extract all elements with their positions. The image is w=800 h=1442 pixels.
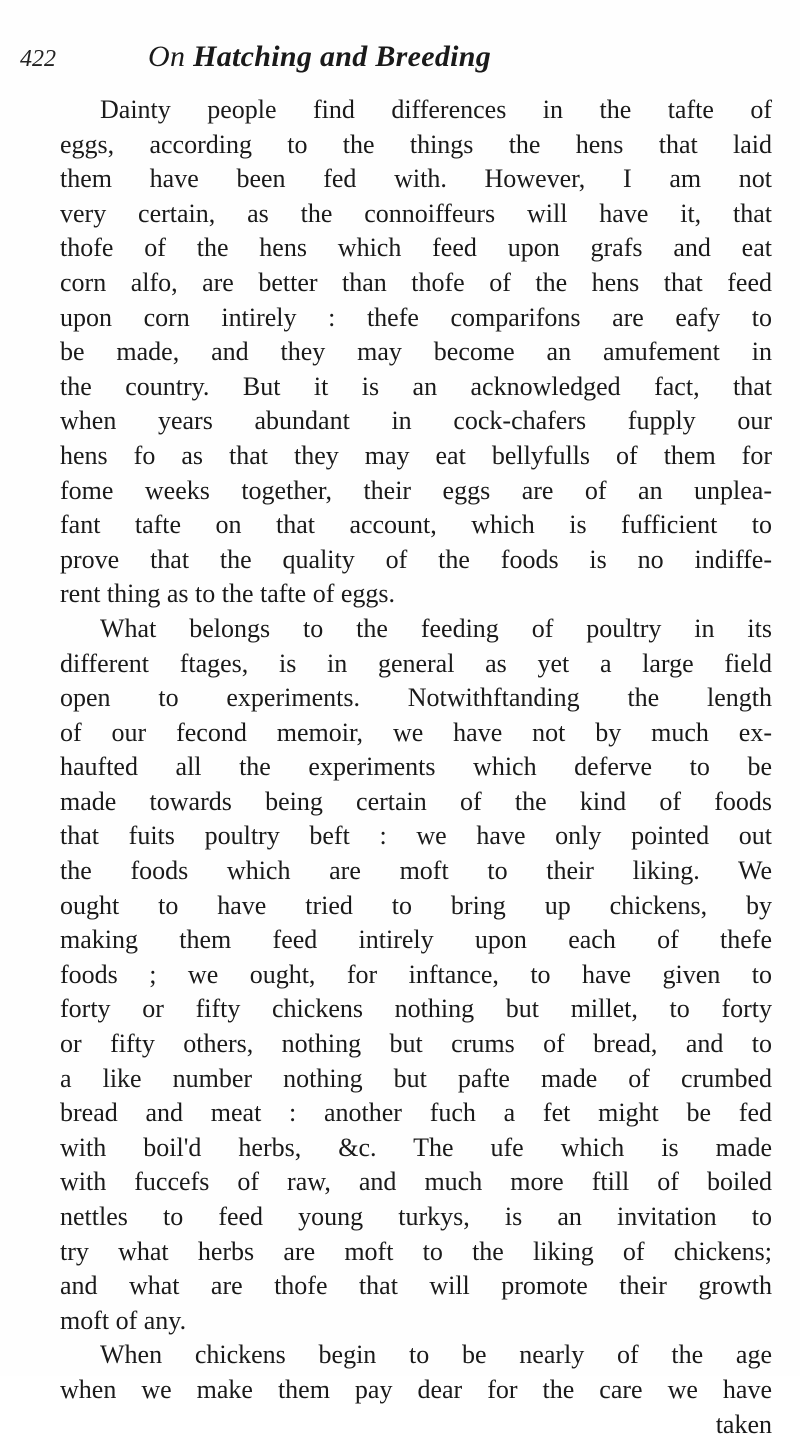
text-line: nettles to feed young turkys, is an invitation to	[60, 1202, 772, 1231]
text-line: making them feed intirely upon each of thefe	[60, 925, 772, 955]
text-line: prove that the quality of the foods is no indiffe-	[60, 544, 772, 574]
text-line: the foods which are moft to their liking. We	[60, 856, 772, 886]
text-line: What belongs to the feeding of poultry in its	[100, 613, 772, 643]
text-line: of our fecond memoir, we have not by much ex-	[60, 717, 772, 747]
text-line: and what are thofe that will promote their growth	[60, 1271, 772, 1301]
text-line: be made, and they may become an amufement in	[60, 337, 772, 367]
running-head-title: Hatching and Breeding	[193, 40, 492, 73]
body-text	[60, 93, 772, 1442]
text-line: fant tafte on that account, which is fufficient to	[60, 510, 772, 540]
text-line: with boil'd herbs, &c. The ufe which is made	[60, 1132, 772, 1162]
text-line: the country. But it is an acknowledged fact, that	[60, 371, 772, 401]
text-line: them have been fed with. However, I am not	[60, 164, 772, 194]
text-line: eggs, according to the things the hens that laid	[60, 129, 772, 159]
text-line: different ftages, is in general as yet a large field	[60, 648, 772, 678]
text-line: that fuits poultry beft : we have only pointed out	[60, 821, 772, 851]
text-line: very certain, as the connoiffeurs will have it, that	[60, 198, 772, 228]
text-line: when we make them pay dear for the care we have	[60, 1374, 772, 1404]
running-head	[148, 40, 491, 74]
text-line: thofe of the hens which feed upon grafs and eat	[60, 233, 772, 263]
text-line: corn alfo, are better than thofe of the hens that feed	[60, 267, 772, 297]
text-line: fome weeks together, their eggs are of an unplea-	[60, 475, 772, 505]
text-line: haufted all the experiments which deferve to be	[60, 752, 772, 782]
text-line: Dainty people find differences in the tafte of	[100, 95, 772, 124]
text-line: when years abundant in cock-chafers fupply our	[60, 406, 772, 436]
text-line: foods ; we ought, for inftance, to have given to	[60, 959, 772, 989]
text-line: try what herbs are moft to the liking of chickens;	[60, 1236, 772, 1266]
text-line: hens fo as that they may eat bellyfulls of them for	[60, 440, 772, 470]
text-line: bread and meat : another fuch a fet might be fed	[60, 1098, 772, 1128]
text-line: a like number nothing but pafte made of crumbed	[60, 1063, 772, 1093]
text-line: moft of any.	[60, 1305, 187, 1335]
text-line: open to experiments. Notwithftanding the length	[60, 683, 772, 713]
page-number: 422	[20, 46, 56, 72]
running-head-prefix: On	[148, 40, 194, 73]
text-line: upon corn intirely : thefe comparifons are eafy to	[60, 302, 772, 332]
text-line: with fuccefs of raw, and much more ftill of boiled	[60, 1167, 772, 1197]
text-line: ought to have tried to bring up chickens, by	[60, 890, 772, 920]
text-line: forty or fifty chickens nothing but millet, to forty	[60, 994, 772, 1024]
text-line: When chickens begin to be nearly of the age	[100, 1340, 772, 1370]
text-line: rent thing as to the tafte of eggs.	[60, 579, 396, 609]
text-line: or fifty others, nothing but crums of bread, and to	[60, 1029, 772, 1059]
text-line: made towards being certain of the kind of foods	[60, 786, 772, 816]
catchword: taken	[715, 1409, 772, 1439]
